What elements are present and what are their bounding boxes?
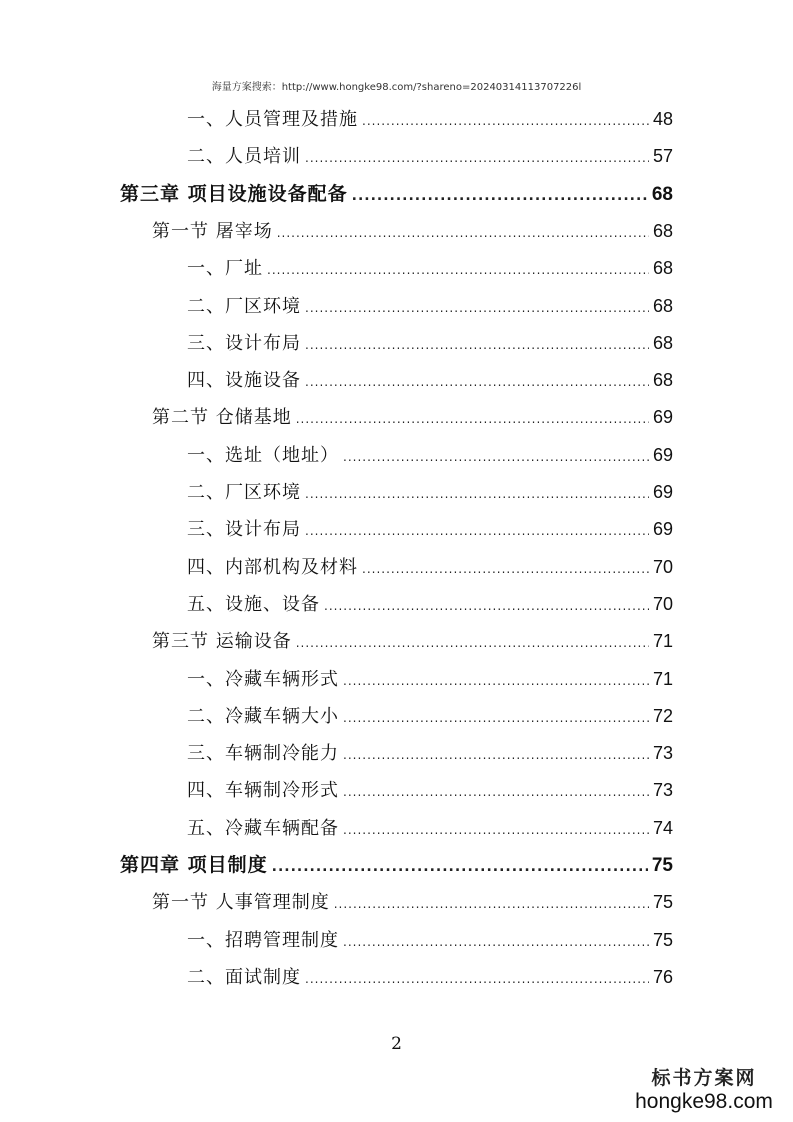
toc-entry-item <box>187 101 673 138</box>
toc-entry-page: 68 <box>652 295 673 316</box>
toc-entry-title: 第三章 项目设施设备配备 <box>120 182 348 205</box>
toc-dot-leader <box>343 812 649 849</box>
toc-entry-title: 四、内部机构及材料 <box>187 556 358 578</box>
toc-entry-page: 72 <box>652 705 673 726</box>
toc-entry-title: 五、冷藏车辆配备 <box>187 817 339 839</box>
toc-entry-section <box>152 623 673 660</box>
toc-entry-page: 75 <box>652 929 673 950</box>
toc-entry-page: 69 <box>652 444 673 465</box>
toc-entry-page: 71 <box>652 668 673 689</box>
toc-entry-item <box>187 698 673 735</box>
toc-dot-leader <box>272 849 648 886</box>
toc-entry-page: 69 <box>652 482 673 502</box>
toc-entry-page: 68 <box>652 370 673 391</box>
toc-entry-title: 二、人员培训 <box>187 146 301 168</box>
toc-entry-title: 二、厂区环境 <box>187 482 301 503</box>
toc-entry-page: 73 <box>652 780 673 801</box>
toc-entry-title: 一、选址（地址） <box>187 444 339 466</box>
watermark-chinese-text: 标书方案网 <box>651 1067 757 1089</box>
toc-entry-page: 57 <box>652 146 673 167</box>
toc-entry-page: 69 <box>652 519 673 540</box>
toc-dot-leader <box>277 215 649 252</box>
toc-entry-item <box>187 810 673 847</box>
toc-dot-leader <box>296 401 649 438</box>
toc-entry-section <box>152 399 673 436</box>
toc-entry-section <box>152 213 673 250</box>
toc-entry-title: 第三节 运输设备 <box>152 631 292 653</box>
toc-dot-leader <box>305 961 649 998</box>
toc-entry-title: 一、厂址 <box>187 258 263 280</box>
toc-entry-title: 四、车辆制冷形式 <box>187 780 339 802</box>
toc-entry-page: 70 <box>652 593 673 614</box>
toc-entry-item <box>187 511 673 548</box>
toc-entry-title: 二、面试制度 <box>187 966 301 988</box>
toc-entry-page: 69 <box>652 407 673 428</box>
toc-entry-title: 四、设施设备 <box>187 370 301 392</box>
toc-entry-title: 第二节 仓储基地 <box>152 407 292 429</box>
toc-entry-title: 第一节 屠宰场 <box>152 220 273 242</box>
toc-entry-page: 75 <box>651 855 673 876</box>
toc-dot-leader <box>305 476 649 513</box>
toc-entry-page: 70 <box>652 556 673 577</box>
toc-entry-title: 三、设计布局 <box>187 519 301 541</box>
toc-dot-leader <box>305 290 649 327</box>
toc-entry-section <box>152 884 673 921</box>
toc-entry-title: 二、冷藏车辆大小 <box>187 705 339 727</box>
toc-entry-title: 一、招聘管理制度 <box>187 929 339 951</box>
toc-entry-page: 48 <box>652 109 673 129</box>
toc-entry-page: 71 <box>652 631 673 652</box>
toc-dot-leader <box>305 140 649 177</box>
toc-entry-page: 73 <box>652 743 673 764</box>
toc-entry-item <box>187 922 673 959</box>
toc-entry-item <box>187 138 673 175</box>
toc-dot-leader <box>352 178 648 215</box>
toc-entry-item <box>187 362 673 399</box>
toc-entry-title: 第一节 人事管理制度 <box>152 892 330 914</box>
toc-dot-leader <box>343 737 649 774</box>
toc-entry-title: 第四章 项目制度 <box>120 854 268 876</box>
toc-dot-leader <box>362 551 649 588</box>
source-url-header: 海量方案搜索：http://www.hongke98.com/?shareno=20240314113707226l <box>211 82 582 93</box>
toc-dot-leader <box>324 588 649 625</box>
toc-entry-page: 74 <box>652 817 673 838</box>
toc-dot-leader <box>334 886 649 923</box>
toc-entry-item <box>187 735 673 772</box>
toc-entry-page: 68 <box>651 183 673 205</box>
toc-dot-leader <box>267 252 649 289</box>
toc-entry-item <box>187 549 673 586</box>
toc-dot-leader <box>362 103 649 140</box>
toc-dot-leader <box>296 625 649 662</box>
toc-entry-item <box>187 325 673 362</box>
toc-entry-page: 68 <box>652 258 673 279</box>
toc-entry-title: 二、厂区环境 <box>187 295 301 317</box>
toc-dot-leader <box>305 364 649 401</box>
toc-entry-page: 68 <box>652 220 673 241</box>
toc-entry-item <box>187 772 673 809</box>
toc-entry-page: 76 <box>652 966 673 987</box>
toc-entry-item <box>187 437 673 474</box>
toc-dot-leader <box>305 327 649 364</box>
toc-entry-chapter <box>120 847 673 884</box>
toc-entry-title: 一、人员管理及措施 <box>187 109 358 130</box>
toc-dot-leader <box>305 513 649 550</box>
toc-dot-leader <box>343 924 649 961</box>
page-number: 2 <box>391 1034 402 1054</box>
toc-entry-page: 75 <box>652 892 673 913</box>
toc-entry-chapter <box>120 176 673 213</box>
toc-dot-leader <box>343 439 649 476</box>
toc-entry-item <box>187 250 673 287</box>
toc-dot-leader <box>343 774 649 811</box>
watermark-domain-text: hongke98.com <box>635 1090 773 1113</box>
site-watermark-logo <box>629 1066 779 1114</box>
toc-entry-item <box>187 474 673 511</box>
toc-entry-title: 一、冷藏车辆形式 <box>187 668 339 690</box>
toc-entry-title: 五、设施、设备 <box>187 593 320 615</box>
toc-dot-leader <box>343 663 649 700</box>
toc-entry-item <box>187 288 673 325</box>
toc-dot-leader <box>343 700 649 737</box>
toc-entry-page: 68 <box>652 332 673 353</box>
toc-entry-item <box>187 959 673 996</box>
toc-entry-title: 三、设计布局 <box>187 332 301 354</box>
toc-entry-item <box>187 661 673 698</box>
toc-entry-title: 三、车辆制冷能力 <box>187 743 339 765</box>
toc-entry-item <box>187 586 673 623</box>
